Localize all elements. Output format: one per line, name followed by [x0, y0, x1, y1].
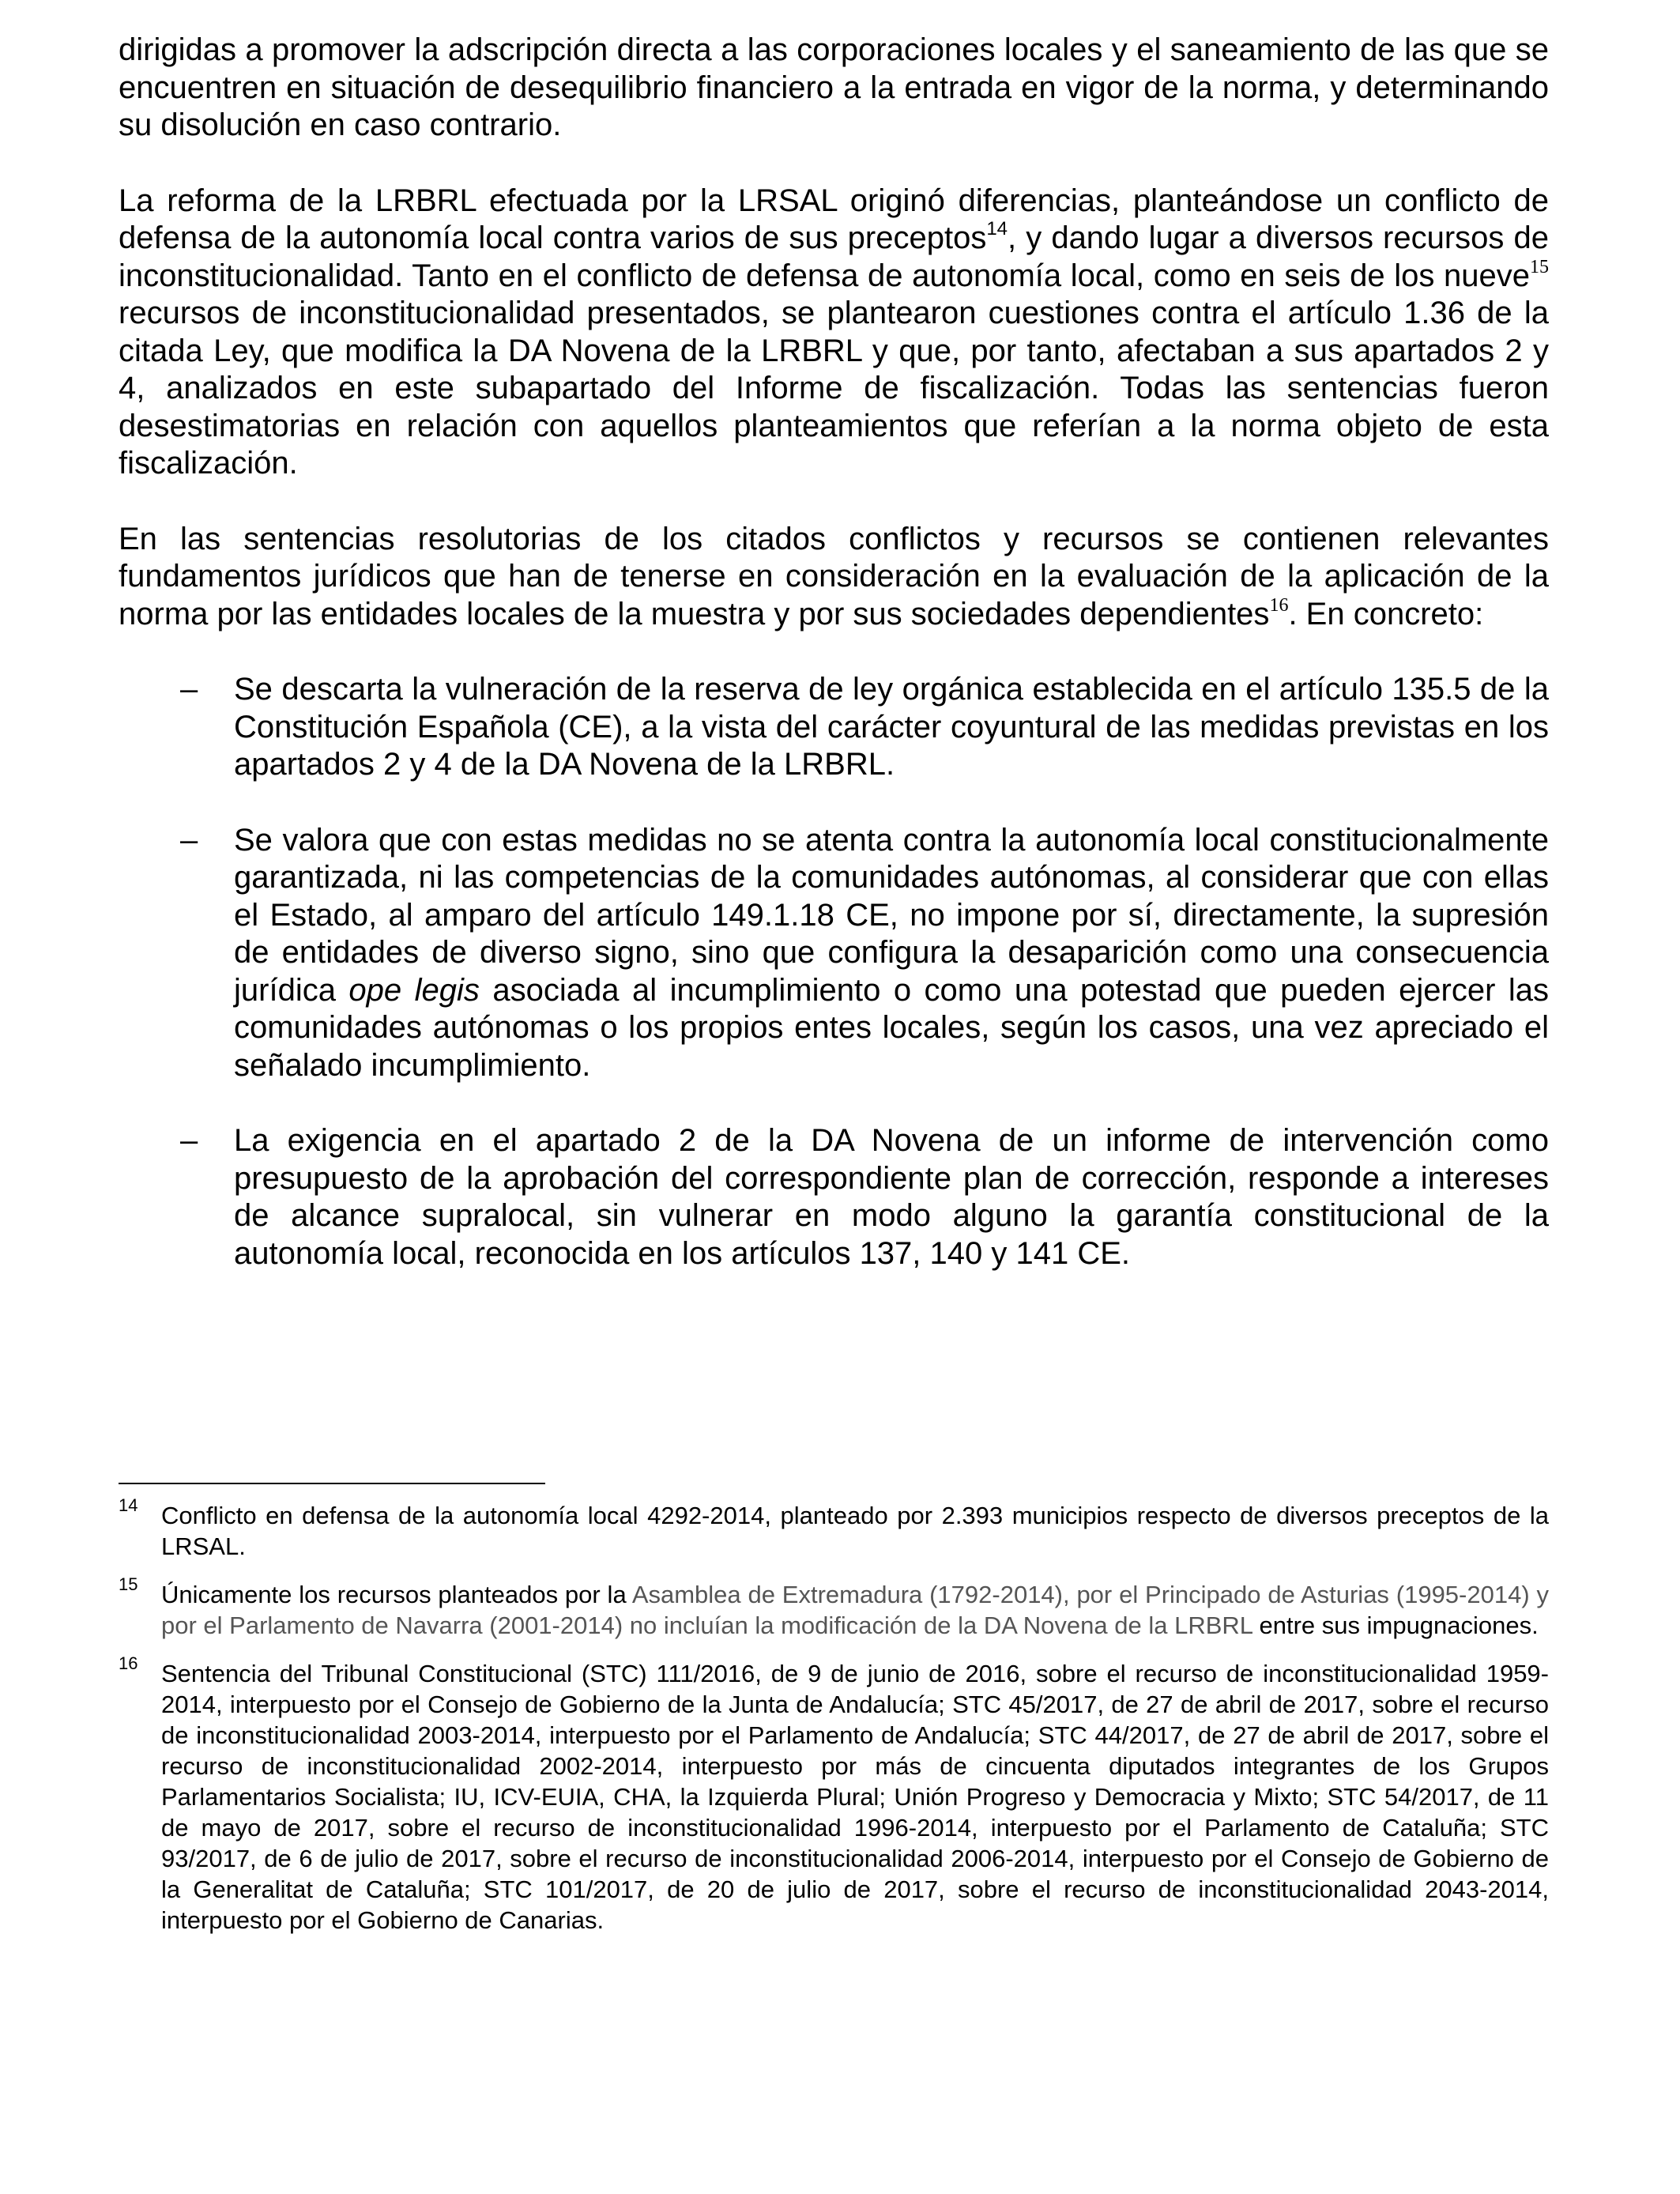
- bullet-dash: –: [180, 822, 198, 858]
- footnote-text: Sentencia del Tribunal Constitucional (STC) 111/2016, de 9 de junio de 2016, sobre el recurso de inconstitucionalidad 1959-2014, interpuesto por el Consejo de Gobierno de la Junta de Andalucía; STC 45/2017, de 27 de abril de 2017, sobre el recurso de inconstitucionalidad 2003-2014, interpuesto por el Parlamento de Andalucía; STC 44/2017, de 27 de abril de 2017, sobre el recurso de inconstitucionalidad 2002-2014, interpuesto por más de cincuenta diputados integrantes de los Grupos Parlamentarios Socialista; IU, ICV-EUIA, CHA, la Izquierda Plural; Unión Progreso y Democracia y Mixto; STC 54/2017, de 11 de mayo de 2017, sobre el recurso de inconstitucionalidad 1996-2014, interpuesto por el Parlamento de Cataluña; STC 93/2017, de 6 de julio de 2017, sobre el recurso de inconstitucionalidad 2006-2014, interpuesto por el Consejo de Gobierno de la Generalitat de Cataluña; STC 101/2017, de 20 de julio de 2017, sobre el recurso de inconstitucionalidad 2043-2014, interpuesto por el Gobierno de Canarias.: [161, 1660, 1549, 1934]
- paragraph-3: [119, 521, 1549, 634]
- paragraph-3-text-a: En las sentencias resolutorias de los citados conflictos y recursos se contienen relevantes fundamentos jurídicos que han de tenerse en consideración en la evaluación de la aplicación de la norma por las entidades locales de la muestra y por sus sociedades dependientes: [119, 521, 1549, 631]
- bullet-3-text: La exigencia en el apartado 2 de la DA Novena de un informe de intervención como presupuesto de la aprobación del correspondiente plan de corrección, responde a intereses de alcance supralocal, sin vulnerar en modo alguno la garantía constitucional de la autonomía local, reconocida en los artículos 137, 140 y 141 CE.: [234, 1123, 1549, 1271]
- footnote-ref-15[interactable]: 15: [1530, 256, 1549, 277]
- footnote-15-text-b: entre sus impugnaciones.: [1252, 1612, 1539, 1639]
- footnote-number: 16: [119, 1653, 138, 1673]
- footnote-number: 14: [119, 1495, 138, 1515]
- bullet-dash: –: [180, 1123, 198, 1158]
- footnote-separator: [119, 1483, 545, 1484]
- bullet-2-text: [234, 822, 1549, 1085]
- bullet-dash: –: [180, 672, 198, 707]
- footnotes: [119, 1495, 1549, 1953]
- footnote-16: [119, 1653, 1549, 1936]
- list-item: [119, 822, 1549, 1085]
- footnote-15-text-a: Únicamente los recursos planteados por la: [161, 1581, 632, 1608]
- footnote-text: [161, 1579, 1549, 1641]
- paragraph-2: [119, 183, 1549, 483]
- bullet-2-text-b: asociada al incumplimiento o como una potestad que pueden ejercer las comunidades autónomas o los propios entes locales, según los casos, una vez apreciado el señalado incumplimiento.: [234, 972, 1549, 1083]
- paragraph-3-text-b: . En concreto:: [1288, 596, 1484, 631]
- bullet-2-text-a: Se valora que con estas medidas no se atenta contra la autonomía local constitucionalmente garantizada, ni las competencias de la comunidades autónomas, al considerar que con ellas el Estado, al amparo del artículo 149.1.18 CE, no impone por sí, directamente, la supresión de entidades de diverso signo, sino que configura la desaparición como una consecuencia jurídica: [234, 822, 1549, 1008]
- footnote-number: 15: [119, 1574, 138, 1594]
- footnote-14: [119, 1495, 1549, 1562]
- footnote-ref-14[interactable]: 14: [986, 218, 1008, 239]
- footnote-15: [119, 1574, 1549, 1641]
- list-item: [119, 671, 1549, 784]
- bullet-1-text: Se descarta la vulneración de la reserva de ley orgánica establecida en el artículo 135.5 de la Constitución Española (CE), a la vista del carácter coyuntural de las medidas previstas en los apartados 2 y 4 de la DA Novena de la LRBRL.: [234, 672, 1549, 782]
- bullet-list: [119, 671, 1549, 1272]
- document-body: [119, 32, 1549, 1310]
- paragraph-1: dirigidas a promover la adscripción directa a las corporaciones locales y el saneamiento de las que se encuentren en situación de desequilibrio financiero a la entrada en vigor de la norma, y determinando su disolución en caso contrario.: [119, 32, 1549, 142]
- footnote-ref-16[interactable]: 16: [1269, 594, 1289, 616]
- paragraph-2-text-a: La reforma de la LRBRL efectuada por la LRSAL originó diferencias, planteándose un conflicto de defensa de la autonomía local contra varios de sus preceptos: [119, 183, 1549, 255]
- paragraph-2-text-c: recursos de inconstitucionalidad presentados, se plantearon cuestiones contra el artículo 1.36 de la citada Ley, que modifica la DA Novena de la LRBRL y que, por tanto, afectaban a sus apartados 2 y 4, analizados en este subapartado del Informe de fiscalización. Todas las sentencias fueron desestimatorias en relación con aquellos planteamientos que referían a la norma objeto de esta fiscalización.: [119, 296, 1549, 481]
- bullet-2-italic: ope legis: [348, 972, 480, 1008]
- footnote-text: Conflicto en defensa de la autonomía local 4292-2014, planteado por 2.393 municipios respecto de diversos preceptos de la LRSAL.: [161, 1502, 1549, 1560]
- paragraph-2-text-b: , y dando lugar a diversos recursos de inconstitucionalidad. Tanto en el conflicto de defensa de autonomía local, como en seis de los nueve: [119, 221, 1549, 293]
- footnote-15-highlight: Asamblea de Extremadura (1792-2014), por el Principado de Asturias (1995-2014) y por el Parlamento de Navarra (2001-2014) no incluían la modificación de la DA Novena de la LRBRL: [161, 1581, 1549, 1639]
- list-item: [119, 1122, 1549, 1272]
